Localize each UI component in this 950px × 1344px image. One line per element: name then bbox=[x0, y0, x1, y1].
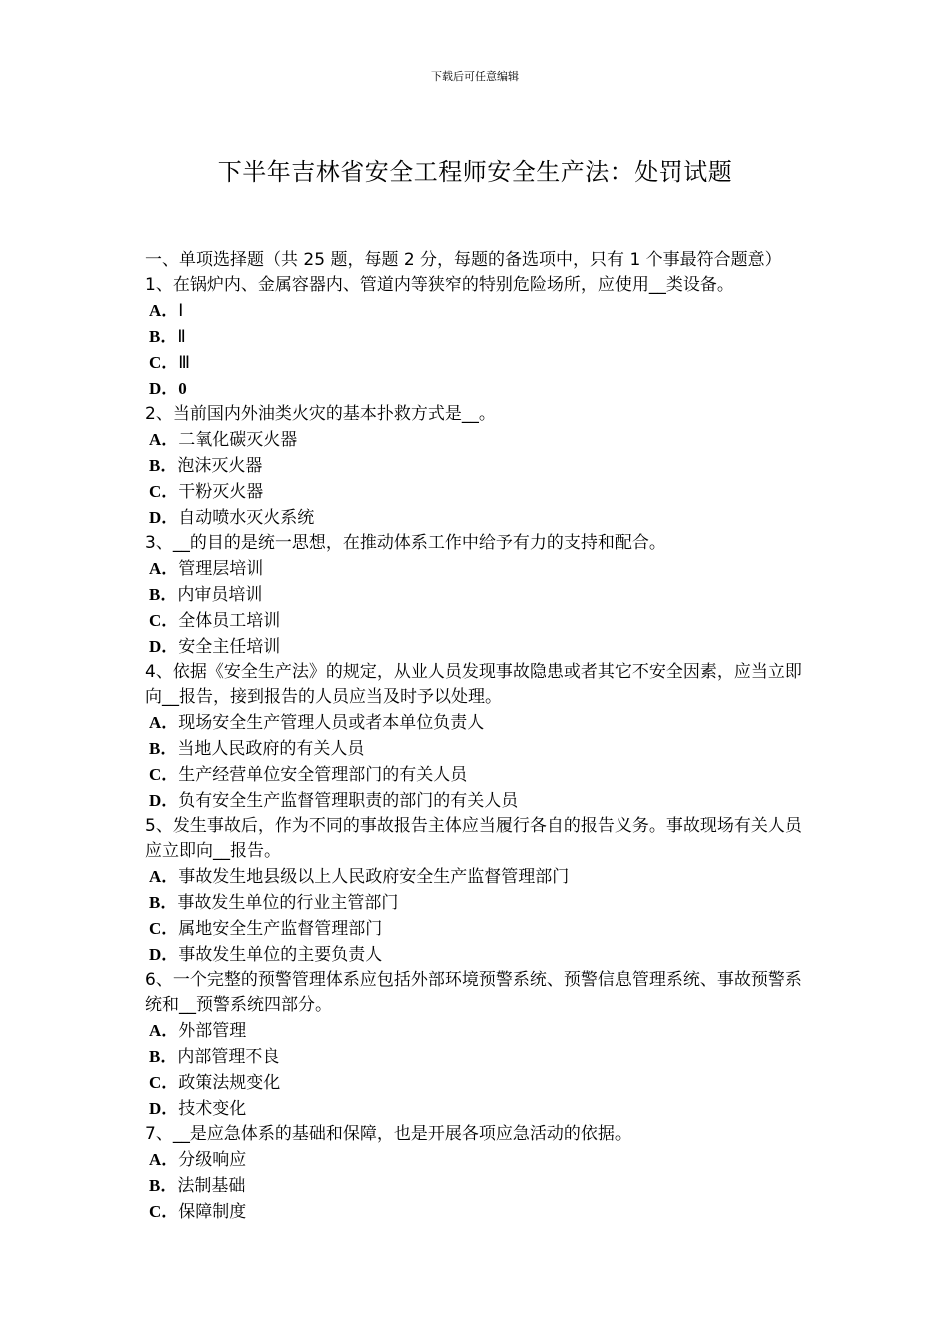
option-letter: B． bbox=[149, 327, 178, 346]
option-d bbox=[145, 1096, 810, 1122]
option-text: 管理层培训 bbox=[178, 559, 264, 579]
option-d bbox=[145, 788, 810, 814]
question-text: 2、当前国内外油类火灾的基本扑救方式是__。 bbox=[145, 404, 496, 424]
option-text: 事故发生地县级以上人民政府安全生产监督管理部门 bbox=[178, 867, 570, 887]
option-a bbox=[145, 556, 810, 582]
option-letter: A． bbox=[149, 430, 179, 449]
option-letter: C． bbox=[149, 611, 179, 630]
option-letter: C． bbox=[149, 1202, 179, 1221]
option-text: 现场安全生产管理人员或者本单位负责人 bbox=[178, 713, 485, 733]
question-text: 1、在锅炉内、金属容器内、管道内等狭窄的特别危险场所，应使用__类设备。 bbox=[145, 275, 734, 295]
option-a bbox=[145, 710, 810, 736]
option-a bbox=[145, 1147, 810, 1173]
option-text: 0 bbox=[178, 379, 187, 398]
option-letter: C． bbox=[149, 353, 179, 372]
option-text: 泡沫灭火器 bbox=[177, 456, 263, 476]
option-letter: A． bbox=[149, 301, 179, 320]
question-6 bbox=[145, 968, 810, 1122]
option-b bbox=[145, 582, 810, 608]
option-b bbox=[145, 736, 810, 762]
question-4 bbox=[145, 660, 810, 814]
option-text: 安全主任培训 bbox=[178, 637, 281, 657]
option-letter: C． bbox=[149, 919, 179, 938]
option-b bbox=[145, 1044, 810, 1070]
option-text: 当地人民政府的有关人员 bbox=[177, 739, 365, 759]
question-2 bbox=[145, 402, 810, 531]
question-text: 6、一个完整的预警管理体系应包括外部环境预警系统、预警信息管理系统、事故预警系统和__预警系统四部分。 bbox=[145, 970, 802, 1015]
question-1 bbox=[145, 273, 810, 402]
question-3 bbox=[145, 531, 810, 660]
option-text: Ⅱ bbox=[177, 327, 186, 347]
option-letter: B． bbox=[149, 893, 178, 912]
option-letter: B． bbox=[149, 456, 178, 475]
option-text: Ⅲ bbox=[178, 353, 191, 373]
option-c bbox=[145, 608, 810, 634]
option-letter: C． bbox=[149, 482, 179, 501]
option-b bbox=[145, 324, 810, 350]
option-a bbox=[145, 427, 810, 453]
option-b bbox=[145, 1173, 810, 1199]
question-7 bbox=[145, 1122, 810, 1225]
option-b bbox=[145, 890, 810, 916]
question-5 bbox=[145, 814, 810, 968]
option-letter: D． bbox=[149, 379, 179, 398]
option-a bbox=[145, 1018, 810, 1044]
option-letter: D． bbox=[149, 791, 179, 810]
header-note: 下载后可任意编辑 bbox=[431, 70, 519, 83]
option-text: 内部管理不良 bbox=[177, 1047, 280, 1067]
document-body bbox=[145, 248, 810, 1225]
option-c bbox=[145, 762, 810, 788]
section-heading: 一、单项选择题（共 25 题，每题 2 分，每题的备选项中，只有 1 个事最符合题意） bbox=[145, 250, 782, 270]
option-text: 负有安全生产监督管理职责的部门的有关人员 bbox=[178, 791, 519, 811]
option-letter: B． bbox=[149, 585, 178, 604]
option-c bbox=[145, 350, 810, 376]
option-letter: D． bbox=[149, 1099, 179, 1118]
document-title: 下半年吉林省安全工程师安全生产法：处罚试题 bbox=[217, 158, 733, 186]
question-text: 4、依据《安全生产法》的规定，从业人员发现事故隐患或者其它不安全因素，应当立即向__报告，接到报告的人员应当及时予以处理。 bbox=[145, 662, 802, 707]
option-text: 干粉灭火器 bbox=[178, 482, 264, 502]
option-letter: B． bbox=[149, 1176, 178, 1195]
option-letter: D． bbox=[149, 637, 179, 656]
option-letter: C． bbox=[149, 1073, 179, 1092]
question-text: 3、__的目的是统一思想，在推动体系工作中给予有力的支持和配合。 bbox=[145, 533, 666, 553]
option-text: 属地安全生产监督管理部门 bbox=[178, 919, 383, 939]
option-c bbox=[145, 479, 810, 505]
option-text: 事故发生单位的主要负责人 bbox=[178, 945, 383, 965]
option-text: Ⅰ bbox=[178, 301, 184, 321]
question-text: 7、__是应急体系的基础和保障，也是开展各项应急活动的依据。 bbox=[145, 1124, 632, 1144]
option-letter: B． bbox=[149, 739, 178, 758]
option-d bbox=[145, 634, 810, 660]
option-d bbox=[145, 505, 810, 531]
option-letter: A． bbox=[149, 1021, 179, 1040]
option-text: 技术变化 bbox=[178, 1099, 247, 1119]
option-letter: D． bbox=[149, 508, 179, 527]
option-c bbox=[145, 1199, 810, 1225]
option-text: 自动喷水灭火系统 bbox=[178, 508, 315, 528]
option-d bbox=[145, 376, 810, 402]
option-letter: A． bbox=[149, 867, 179, 886]
option-letter: A． bbox=[149, 713, 179, 732]
option-a bbox=[145, 864, 810, 890]
option-letter: D． bbox=[149, 945, 179, 964]
option-c bbox=[145, 1070, 810, 1096]
option-d bbox=[145, 942, 810, 968]
option-letter: A． bbox=[149, 559, 179, 578]
option-text: 法制基础 bbox=[177, 1176, 246, 1196]
option-letter: C． bbox=[149, 765, 179, 784]
option-text: 保障制度 bbox=[178, 1202, 247, 1222]
option-text: 事故发生单位的行业主管部门 bbox=[177, 893, 399, 913]
option-b bbox=[145, 453, 810, 479]
option-text: 分级响应 bbox=[178, 1150, 247, 1170]
option-text: 生产经营单位安全管理部门的有关人员 bbox=[178, 765, 468, 785]
option-text: 政策法规变化 bbox=[178, 1073, 281, 1093]
option-c bbox=[145, 916, 810, 942]
option-letter: A． bbox=[149, 1150, 179, 1169]
option-text: 外部管理 bbox=[178, 1021, 247, 1041]
option-text: 全体员工培训 bbox=[178, 611, 281, 631]
option-text: 二氧化碳灭火器 bbox=[178, 430, 298, 450]
question-text: 5、发生事故后，作为不同的事故报告主体应当履行各自的报告义务。事故现场有关人员应立即向__报告。 bbox=[145, 816, 802, 861]
option-a bbox=[145, 298, 810, 324]
option-letter: B． bbox=[149, 1047, 178, 1066]
option-text: 内审员培训 bbox=[177, 585, 263, 605]
